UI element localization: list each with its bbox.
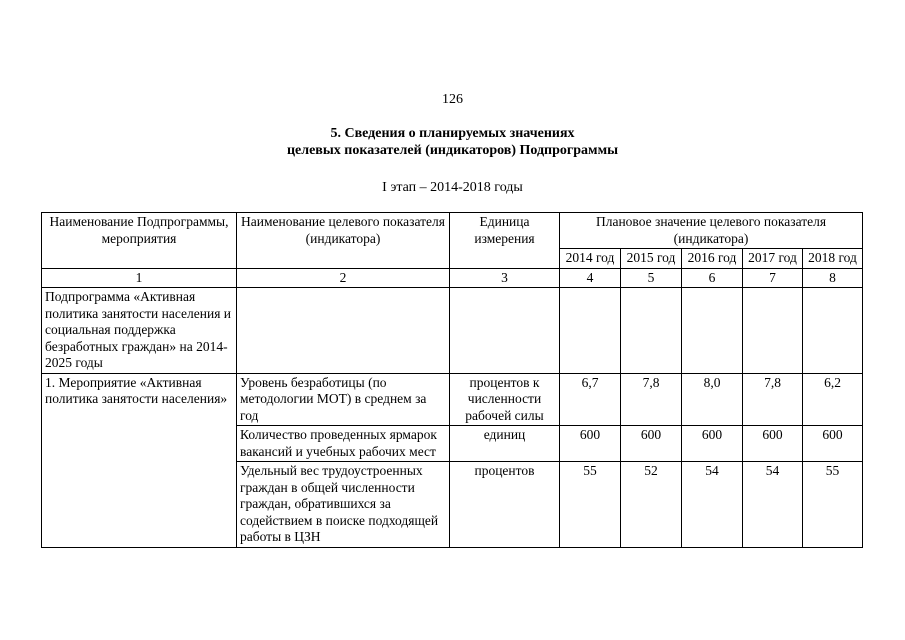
header-year: 2016 год (682, 249, 743, 269)
column-number: 4 (560, 268, 621, 288)
indicator-value: 600 (560, 426, 621, 462)
indicator-value: 7,8 (743, 373, 803, 426)
column-number: 6 (682, 268, 743, 288)
document-title (0, 125, 905, 159)
subprogram-row (42, 288, 863, 374)
header-year: 2015 год (621, 249, 682, 269)
indicator-value: 6,7 (560, 373, 621, 426)
indicator-value: 54 (743, 462, 803, 548)
empty-cell (237, 288, 450, 374)
subprogram-name: Подпрограмма «Активная политика занятости населения и социальная поддержка безработных граждан» на 2014-2025 годы (42, 288, 237, 374)
indicator-value: 600 (803, 426, 863, 462)
header-unit: Единица измерения (450, 213, 560, 269)
column-number: 7 (743, 268, 803, 288)
indicator-value: 6,2 (803, 373, 863, 426)
column-number: 3 (450, 268, 560, 288)
empty-cell (743, 288, 803, 374)
header-year: 2018 год (803, 249, 863, 269)
empty-cell (682, 288, 743, 374)
empty-cell (450, 288, 560, 374)
column-number: 5 (621, 268, 682, 288)
empty-cell (803, 288, 863, 374)
header-year: 2017 год (743, 249, 803, 269)
indicator-unit: процентов (450, 462, 560, 548)
indicator-name: Количество проведенных ярмарок вакансий и учебных рабочих мест (237, 426, 450, 462)
indicator-name: Удельный вес трудоустроенных граждан в общей численности граждан, обратившихся за содействием в поиске подходящей работы в ЦЗН (237, 462, 450, 548)
empty-cell (560, 288, 621, 374)
indicator-value: 600 (743, 426, 803, 462)
indicator-value: 54 (682, 462, 743, 548)
empty-cell (621, 288, 682, 374)
column-number: 8 (803, 268, 863, 288)
indicator-value: 7,8 (621, 373, 682, 426)
page-number: 126 (442, 92, 463, 107)
indicator-value: 55 (803, 462, 863, 548)
measure-name: 1. Мероприятие «Активная политика занятости населения» (42, 373, 237, 547)
indicator-value: 8,0 (682, 373, 743, 426)
column-number-row (42, 268, 863, 288)
column-number: 2 (237, 268, 450, 288)
indicator-unit: единиц (450, 426, 560, 462)
header-row-1 (42, 213, 863, 249)
stage-caption: I этап – 2014-2018 годы (382, 180, 523, 195)
indicator-value: 600 (621, 426, 682, 462)
indicator-name: Уровень безработицы (по методологии МОТ) в среднем за год (237, 373, 450, 426)
title-line-1: 5. Сведения о планируемых значениях (330, 126, 575, 141)
indicator-value: 55 (560, 462, 621, 548)
title-line-2: целевых показателей (индикаторов) Подпрограммы (286, 143, 619, 158)
header-year: 2014 год (560, 249, 621, 269)
indicator-row (42, 373, 863, 426)
column-number: 1 (42, 268, 237, 288)
header-program-name: Наименование Подпрограммы, мероприятия (42, 213, 237, 269)
indicators-table (41, 212, 863, 548)
indicator-value: 600 (682, 426, 743, 462)
indicator-unit: процентов к численности рабочей силы (450, 373, 560, 426)
header-planned-value: Плановое значение целевого показателя (индикатора) (560, 213, 863, 249)
header-indicator-name: Наименование целевого показателя (индикатора) (237, 213, 450, 269)
indicator-value: 52 (621, 462, 682, 548)
